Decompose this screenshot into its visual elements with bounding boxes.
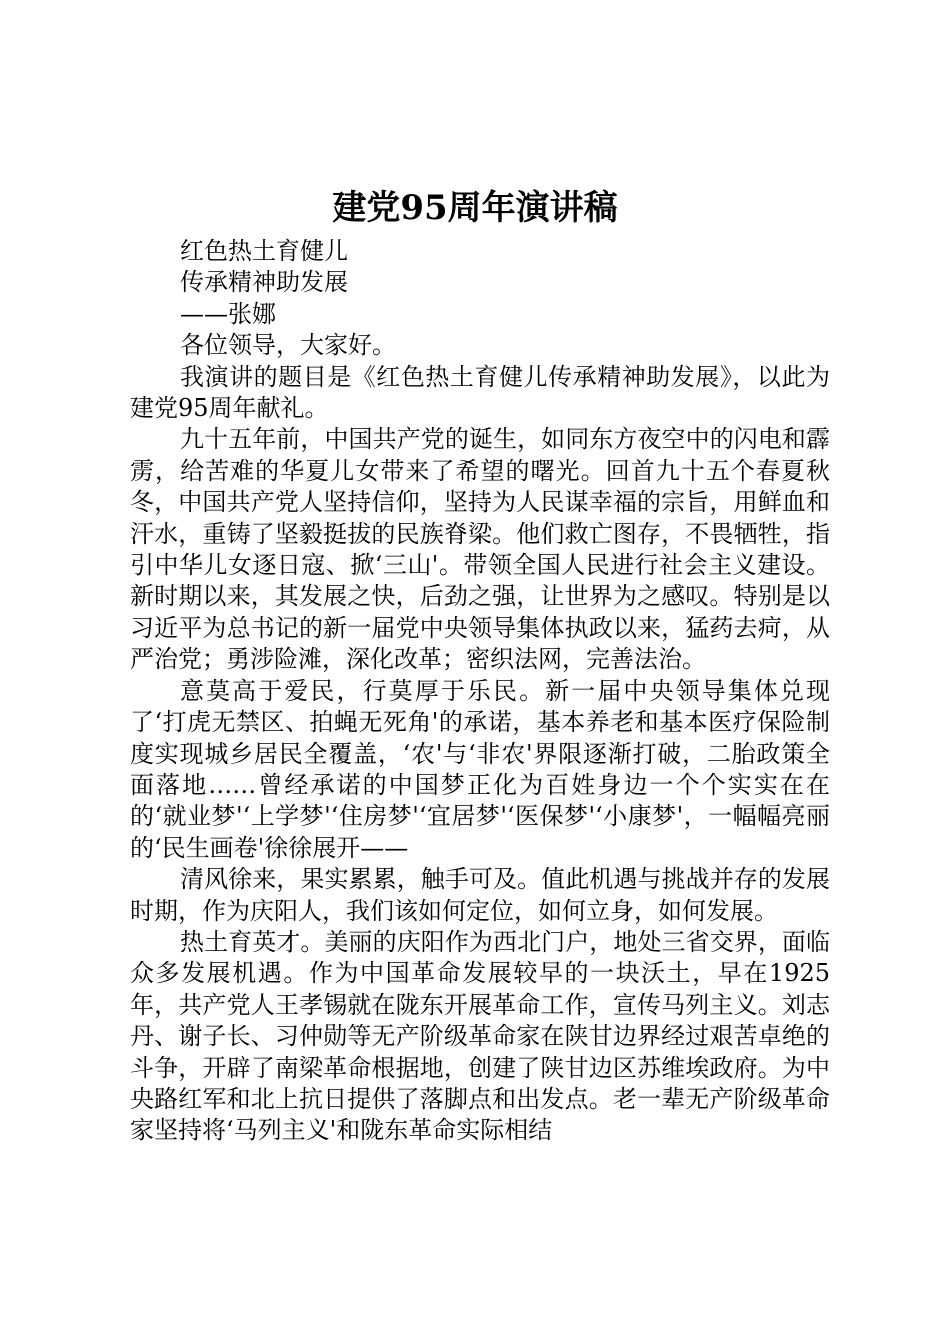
body-paragraph: 意莫高于爱民，行莫厚于乐民。新一届中央领导集体兑现了‘打虎无禁区、拍蝇无死角'的承诺，基本养老和基本医疗保险制度实现城乡居民全覆盖，‘农'与‘非农'界限逐渐打破，二胎政策全面落地……曾经承诺的中国梦正化为百姓身边一个个实实在在的‘就业梦'‘上学梦'‘住房梦'‘宜居梦'‘医保梦'‘小康梦'，一幅幅亮丽的‘民生画卷'徐徐展开——: [130, 676, 830, 862]
document-title: 建党95周年演讲稿: [332, 188, 618, 228]
body-paragraph: 清风徐来，果实累累，触手可及。值此机遇与挑战并存的发展时期，作为庆阳人，我们该如何定位，如何立身，如何发展。: [130, 865, 830, 925]
subtitle-line-2: 传承精神助发展: [180, 268, 348, 297]
document-body: [130, 236, 830, 1147]
subtitle-line-1: 红色热土育健儿: [180, 237, 348, 265]
greeting-paragraph: 各位领导，大家好。: [180, 331, 396, 360]
body-paragraph: 我演讲的题目是《红色热土育健儿传承精神助发展》，以此为建党95周年献礼。: [130, 362, 830, 423]
author-line: ——张娜: [180, 299, 276, 328]
body-paragraph: 热土育英才。美丽的庆阳作为西北门户，地处三省交界，面临众多发展机遇。作为中国革命发展较早的一块沃土，早在1925年，共产党人王孝锡就在陇东开展革命工作，宣传马列主义。刘志丹、谢子长、习仲勋等无产阶级革命家在陕甘边界经过艰苦卓绝的斗争，开辟了南梁革命根据地，创建了陕甘边区苏维埃政府。为中央路红军和北上抗日提供了落脚点和出发点。老一辈无产阶级革命家坚持将‘马列主义'和陇东革命实际相结: [130, 927, 830, 1145]
body-paragraph: 九十五年前，中国共产党的诞生，如同东方夜空中的闪电和霹雳，给苦难的华夏儿女带来了希望的曙光。回首九十五个春夏秋冬，中国共产党人坚持信仰，坚持为人民谋幸福的宗旨，用鲜血和汗水，重铸了坚毅挺拔的民族脊梁。他们救亡图存，不畏牺牲，指引中华儿女逐日寇、掀‘三山'。带领全国人民进行社会主义建设。新时期以来，其发展之快，后劲之强，让世界为之感叹。特别是以习近平为总书记的新一届党中央领导集体执政以来，猛药去疴，从严治党；勇涉险滩，深化改革；密织法网，完善法治。: [130, 425, 830, 674]
